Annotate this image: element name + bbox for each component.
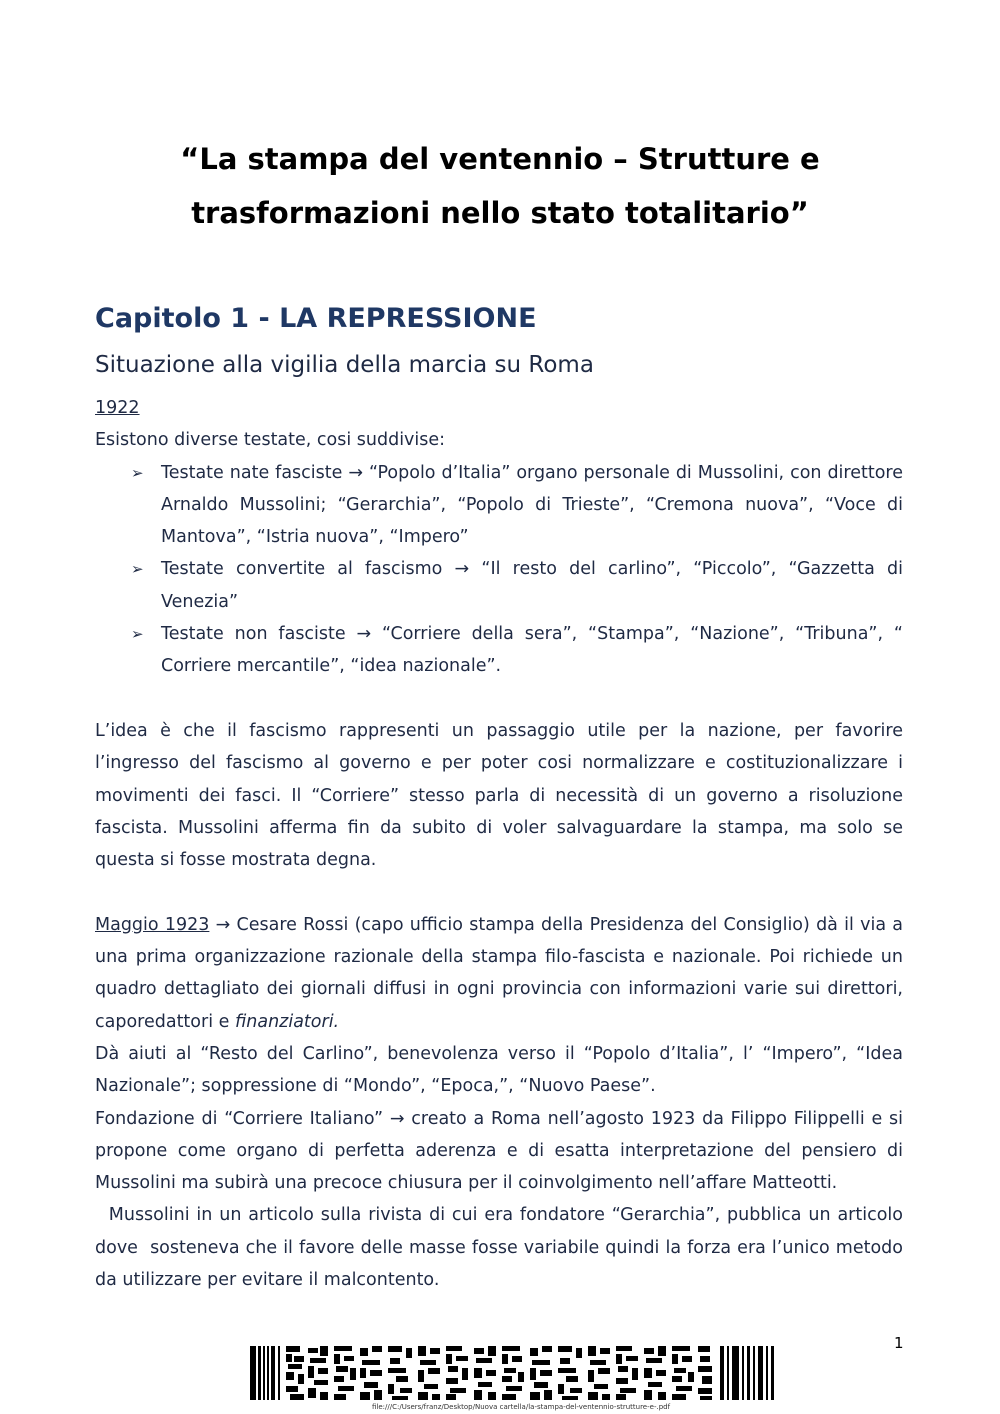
paragraph-gerarchia: Mussolini in un articolo sulla rivista di cui era fondatore “Gerarchia”, pubblica un articolo dove sosteneva che il favore delle masse fosse variabile quindi la forza era l’unico metodo da utilizzare per evitare il malcontento.: [95, 1205, 909, 1291]
arrowhead-bullet-icon: ➢: [131, 463, 144, 482]
year-heading: 1922: [95, 398, 140, 418]
section-subheading: Situazione alla vigilia della marcia su Roma: [95, 352, 594, 378]
list-item-text: Testate non fasciste → “Corriere della sera”, “Stampa”, “Nazione”, “Tribuna”, “ Corriere mercantile”, “idea nazionale”.: [161, 624, 903, 677]
title-line-2: trasformazioni nello stato totalitario”: [191, 196, 809, 230]
paragraph-fondazione: Fondazione di “Corriere Italiano” → creato a Roma nell’agosto 1923 da Filippo Filippelli e si propone come organo di perfetta aderenza e di esatta interpretazione del pensiero di Mussolini ma subirà una precoce chiusura per il coinvolgimento nell’affare Matteotti.: [95, 1108, 903, 1194]
footer-file-path: file:///C:/Users/franz/Desktop/Nuova cartella/la-stampa-del-ventennio-strutture-e-.pdf: [372, 1403, 671, 1411]
document-title: [100, 132, 900, 240]
date-label: Maggio 1923: [95, 914, 210, 935]
intro-line: Esistono diverse testate, cosi suddivise:: [95, 430, 446, 451]
chapter-heading: Capitolo 1 - LA REPRESSIONE: [95, 303, 537, 334]
paragraph-idea: L’idea è che il fascismo rappresenti un passaggio utile per la nazione, per favorire l’ingresso del fascismo al governo e per poter cosi normalizzare e costituzionalizzare i movimenti dei fasci. Il “Corriere” stesso parla di necessità di un governo a risoluzione fascista. Mussolini afferma fin da subito di voler salvaguardare la stampa, ma solo se questa si fosse mostrata degna.: [95, 720, 903, 871]
list-item-text: Testate convertite al fascismo → “Il resto del carlino”, “Piccolo”, “Gazzetta di Venezia”: [161, 559, 903, 612]
list-item: [95, 553, 903, 618]
newspaper-list: [95, 457, 903, 683]
arrowhead-bullet-icon: ➢: [131, 625, 144, 644]
list-item: [95, 618, 903, 683]
title-line-1: “La stampa del ventennio – Strutture e: [180, 142, 820, 176]
barcode-image: [250, 1346, 776, 1400]
paragraph-aiuti: Dà aiuti al “Resto del Carlino”, benevolenza verso il “Popolo d’Italia”, l’ “Impero”, “Idea Nazionale”; soppressione di “Mondo”, “Epoca,”, “Nuovo Paese”.: [95, 1043, 903, 1097]
italic-term: finanziatori.: [234, 1011, 340, 1032]
page-number: 1: [894, 1334, 904, 1352]
arrowhead-bullet-icon: ➢: [131, 560, 144, 579]
paragraph-text: → Cesare Rossi (capo ufficio stampa della Presidenza del Consiglio) dà il via a una prima organizzazione razionale della stampa filo-fascista e nazionale. Poi richiede un quadro dettagliato dei giornali diffusi in ogni provincia con informazioni varie sui direttori, caporedattori e: [95, 914, 903, 1032]
body-text: [95, 392, 909, 1296]
list-item-text: Testate nate fasciste → “Popolo d’Italia” organo personale di Mussolini, con direttore Arnaldo Mussolini; “Gerarchia”, “Popolo di Trieste”, “Cremona nuova”, “Voce di Mantova”, “Istria nuova”, “Impero”: [161, 462, 903, 548]
list-item: [95, 457, 903, 554]
paragraph-maggio-1923: [95, 909, 903, 1038]
